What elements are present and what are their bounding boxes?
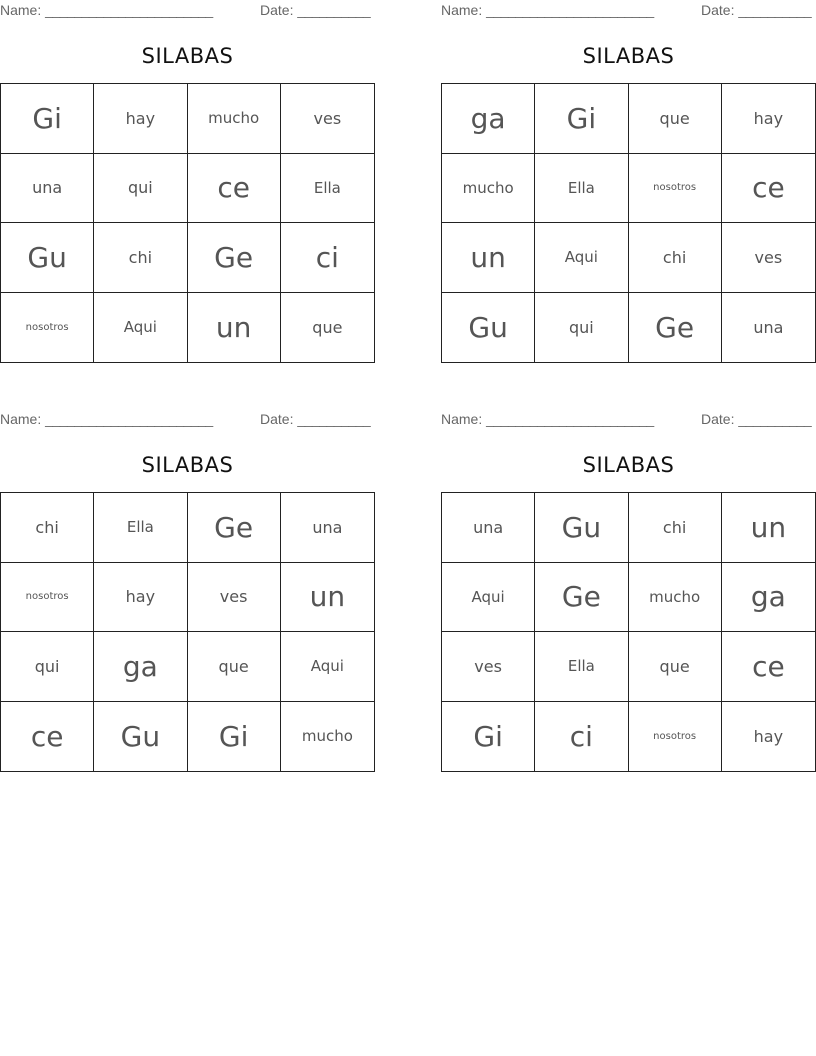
bingo-cell: Aqui	[94, 293, 187, 363]
bingo-cell: Gu	[94, 702, 187, 772]
bingo-cell: una	[753, 317, 784, 337]
bingo-cell: Gu	[535, 493, 628, 563]
bingo-cell: ves	[188, 563, 281, 633]
bingo-cell: qui	[94, 154, 187, 224]
date-line: __________	[738, 411, 812, 427]
name-label: Name:	[0, 411, 42, 427]
name-line: _______________________	[45, 2, 213, 18]
bingo-cell: que	[312, 317, 343, 337]
bingo-cell: nosotros	[1, 293, 94, 363]
date-line: __________	[738, 2, 812, 18]
name-field[interactable]	[441, 411, 654, 427]
bingo-cell: ves	[442, 632, 535, 702]
bingo-cell: qui	[535, 293, 628, 363]
bingo-grid	[0, 83, 375, 363]
date-field[interactable]	[260, 411, 370, 427]
bingo-cell: ga	[94, 632, 187, 702]
name-label: Name:	[0, 2, 42, 18]
bingo-cell: una	[1, 154, 94, 224]
date-field[interactable]	[260, 2, 370, 18]
bingo-cell: Gi	[188, 702, 281, 772]
name-line: _______________________	[45, 411, 213, 427]
bingo-card	[441, 0, 816, 344]
date-label: Date:	[701, 411, 735, 427]
bingo-cell: hay	[94, 563, 187, 633]
bingo-cell: que	[629, 84, 722, 154]
card-title: SILABAS	[582, 453, 675, 477]
bingo-grid	[441, 492, 816, 772]
bingo-cell: nosotros	[629, 702, 722, 772]
name-field[interactable]	[441, 2, 654, 18]
bingo-cell: ves	[722, 223, 815, 293]
name-label: Name:	[441, 411, 483, 427]
bingo-cell: Ge	[629, 293, 722, 363]
bingo-cell: un	[281, 563, 374, 633]
bingo-card	[0, 0, 375, 344]
date-label: Date:	[260, 2, 294, 18]
bingo-cell: qui	[1, 632, 94, 702]
bingo-cell: que	[188, 632, 281, 702]
bingo-cell: un	[722, 493, 815, 563]
bingo-grid	[441, 83, 816, 363]
card-title: SILABAS	[141, 453, 234, 477]
bingo-cell: hay	[753, 726, 784, 746]
bingo-cell: mucho	[442, 154, 535, 224]
name-label: Name:	[441, 2, 483, 18]
bingo-cell: ce	[1, 702, 94, 772]
bingo-cell: ga	[442, 84, 535, 154]
name-line: _______________________	[486, 411, 654, 427]
bingo-cell: Ella	[281, 154, 374, 224]
bingo-cell: ves	[281, 84, 374, 154]
bingo-card	[0, 409, 375, 753]
name-date-row	[441, 0, 816, 22]
date-line: __________	[297, 411, 371, 427]
bingo-cell: Ella	[535, 632, 628, 702]
bingo-cell: ci	[281, 223, 374, 293]
bingo-cell: chi	[629, 223, 722, 293]
bingo-cell: nosotros	[629, 154, 722, 224]
bingo-cell: una	[442, 493, 535, 563]
bingo-cell: ce	[722, 632, 815, 702]
bingo-cell: mucho	[188, 84, 281, 154]
bingo-cell: ce	[188, 154, 281, 224]
date-field[interactable]	[701, 411, 811, 427]
bingo-cell: Aqui	[442, 563, 535, 633]
bingo-cell: Gi	[442, 702, 535, 772]
bingo-cell: Ge	[188, 493, 281, 563]
date-line: __________	[297, 2, 371, 18]
bingo-cell: chi	[629, 493, 722, 563]
name-field[interactable]	[0, 2, 213, 18]
bingo-cell: ce	[722, 154, 815, 224]
bingo-cell: chi	[1, 493, 94, 563]
name-date-row	[0, 409, 375, 431]
bingo-cell: Gi	[1, 84, 94, 154]
bingo-cell: Ella	[535, 154, 628, 224]
bingo-grid	[0, 492, 375, 772]
bingo-cell: hay	[722, 84, 815, 154]
bingo-cell: Ge	[188, 223, 281, 293]
card-title: SILABAS	[582, 44, 675, 68]
bingo-cell: Gu	[1, 223, 94, 293]
name-field[interactable]	[0, 411, 213, 427]
name-line: _______________________	[486, 2, 654, 18]
bingo-cell: una	[281, 493, 374, 563]
date-field[interactable]	[701, 2, 811, 18]
bingo-cell: un	[188, 293, 281, 363]
bingo-cell: hay	[94, 84, 187, 154]
bingo-cell: Gu	[442, 293, 535, 363]
name-date-row	[441, 409, 816, 431]
bingo-cell: nosotros	[1, 563, 94, 633]
bingo-cell: ga	[722, 563, 815, 633]
date-label: Date:	[701, 2, 735, 18]
name-date-row	[0, 0, 375, 22]
bingo-cell: que	[629, 632, 722, 702]
bingo-card	[441, 409, 816, 753]
bingo-cell: Gi	[535, 84, 628, 154]
bingo-cell: Ella	[94, 493, 187, 563]
bingo-cell: mucho	[301, 727, 353, 746]
bingo-cell: chi	[94, 223, 187, 293]
bingo-cell: un	[442, 223, 535, 293]
bingo-cell: Ge	[535, 563, 628, 633]
bingo-cell: mucho	[629, 563, 722, 633]
bingo-cell: Aqui	[281, 632, 374, 702]
bingo-cell: Aqui	[535, 223, 628, 293]
bingo-cell: ci	[535, 702, 628, 772]
card-title: SILABAS	[141, 44, 234, 68]
date-label: Date:	[260, 411, 294, 427]
